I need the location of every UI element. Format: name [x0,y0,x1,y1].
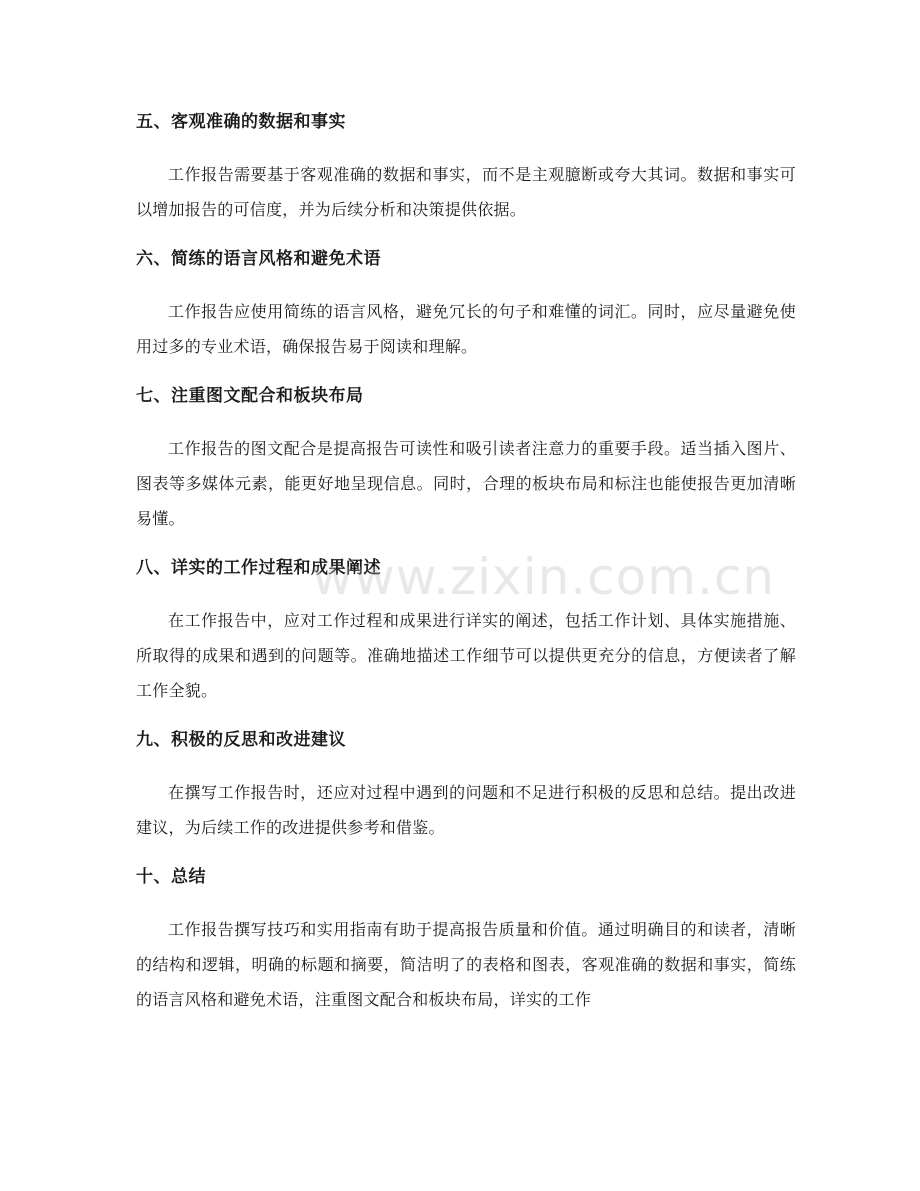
section-paragraph: 在撰写工作报告时，还应对过程中遇到的问题和不足进行积极的反思和总结。提出改进建议，为后续工作的改进提供参考和借鉴。 [136,783,796,837]
section-paragraph: 工作报告需要基于客观准确的数据和事实，而不是主观臆断或夸大其词。数据和事实可以增加报告的可信度，并为后续分析和决策提供依据。 [136,165,796,219]
section-heading: 五、客观准确的数据和事实 [136,112,346,132]
document-content [136,107,796,1034]
section-7 [136,381,796,536]
section-heading: 九、积极的反思和改进建议 [136,730,346,750]
section-6 [136,244,796,364]
section-heading: 六、简练的语言风格和避免术语 [136,249,381,269]
section-10 [136,862,796,1017]
section-paragraph: 工作报告撰写技巧和实用指南有助于提高报告质量和价值。通过明确目的和读者，清晰的结构和逻辑，明确的标题和摘要，简洁明了的表格和图表，客观准确的数据和事实，简练的语言风格和避免术语，注重图文配合和板块布局，详实的工作 [136,920,796,1009]
section-heading: 十、总结 [136,867,206,887]
watermark: www.zixin.com.cn [312,548,776,606]
section-heading: 七、注重图文配合和板块布局 [136,386,364,406]
section-5 [136,107,796,227]
section-heading: 八、详实的工作过程和成果阐述 [136,558,381,578]
section-paragraph: 工作报告应使用简练的语言风格，避免冗长的句子和难懂的词汇。同时，应尽量避免使用过多的专业术语，确保报告易于阅读和理解。 [136,302,796,356]
section-8 [136,553,796,708]
section-9 [136,725,796,845]
section-paragraph: 工作报告的图文配合是提高报告可读性和吸引读者注意力的重要手段。适当插入图片、图表等多媒体元素，能更好地呈现信息。同时，合理的板块布局和标注也能使报告更加清晰易懂。 [136,439,796,528]
section-paragraph: 在工作报告中，应对工作过程和成果进行详实的阐述，包括工作计划、具体实施措施、所取得的成果和遇到的问题等。准确地描述工作细节可以提供更充分的信息，方便读者了解工作全貌。 [136,611,796,700]
